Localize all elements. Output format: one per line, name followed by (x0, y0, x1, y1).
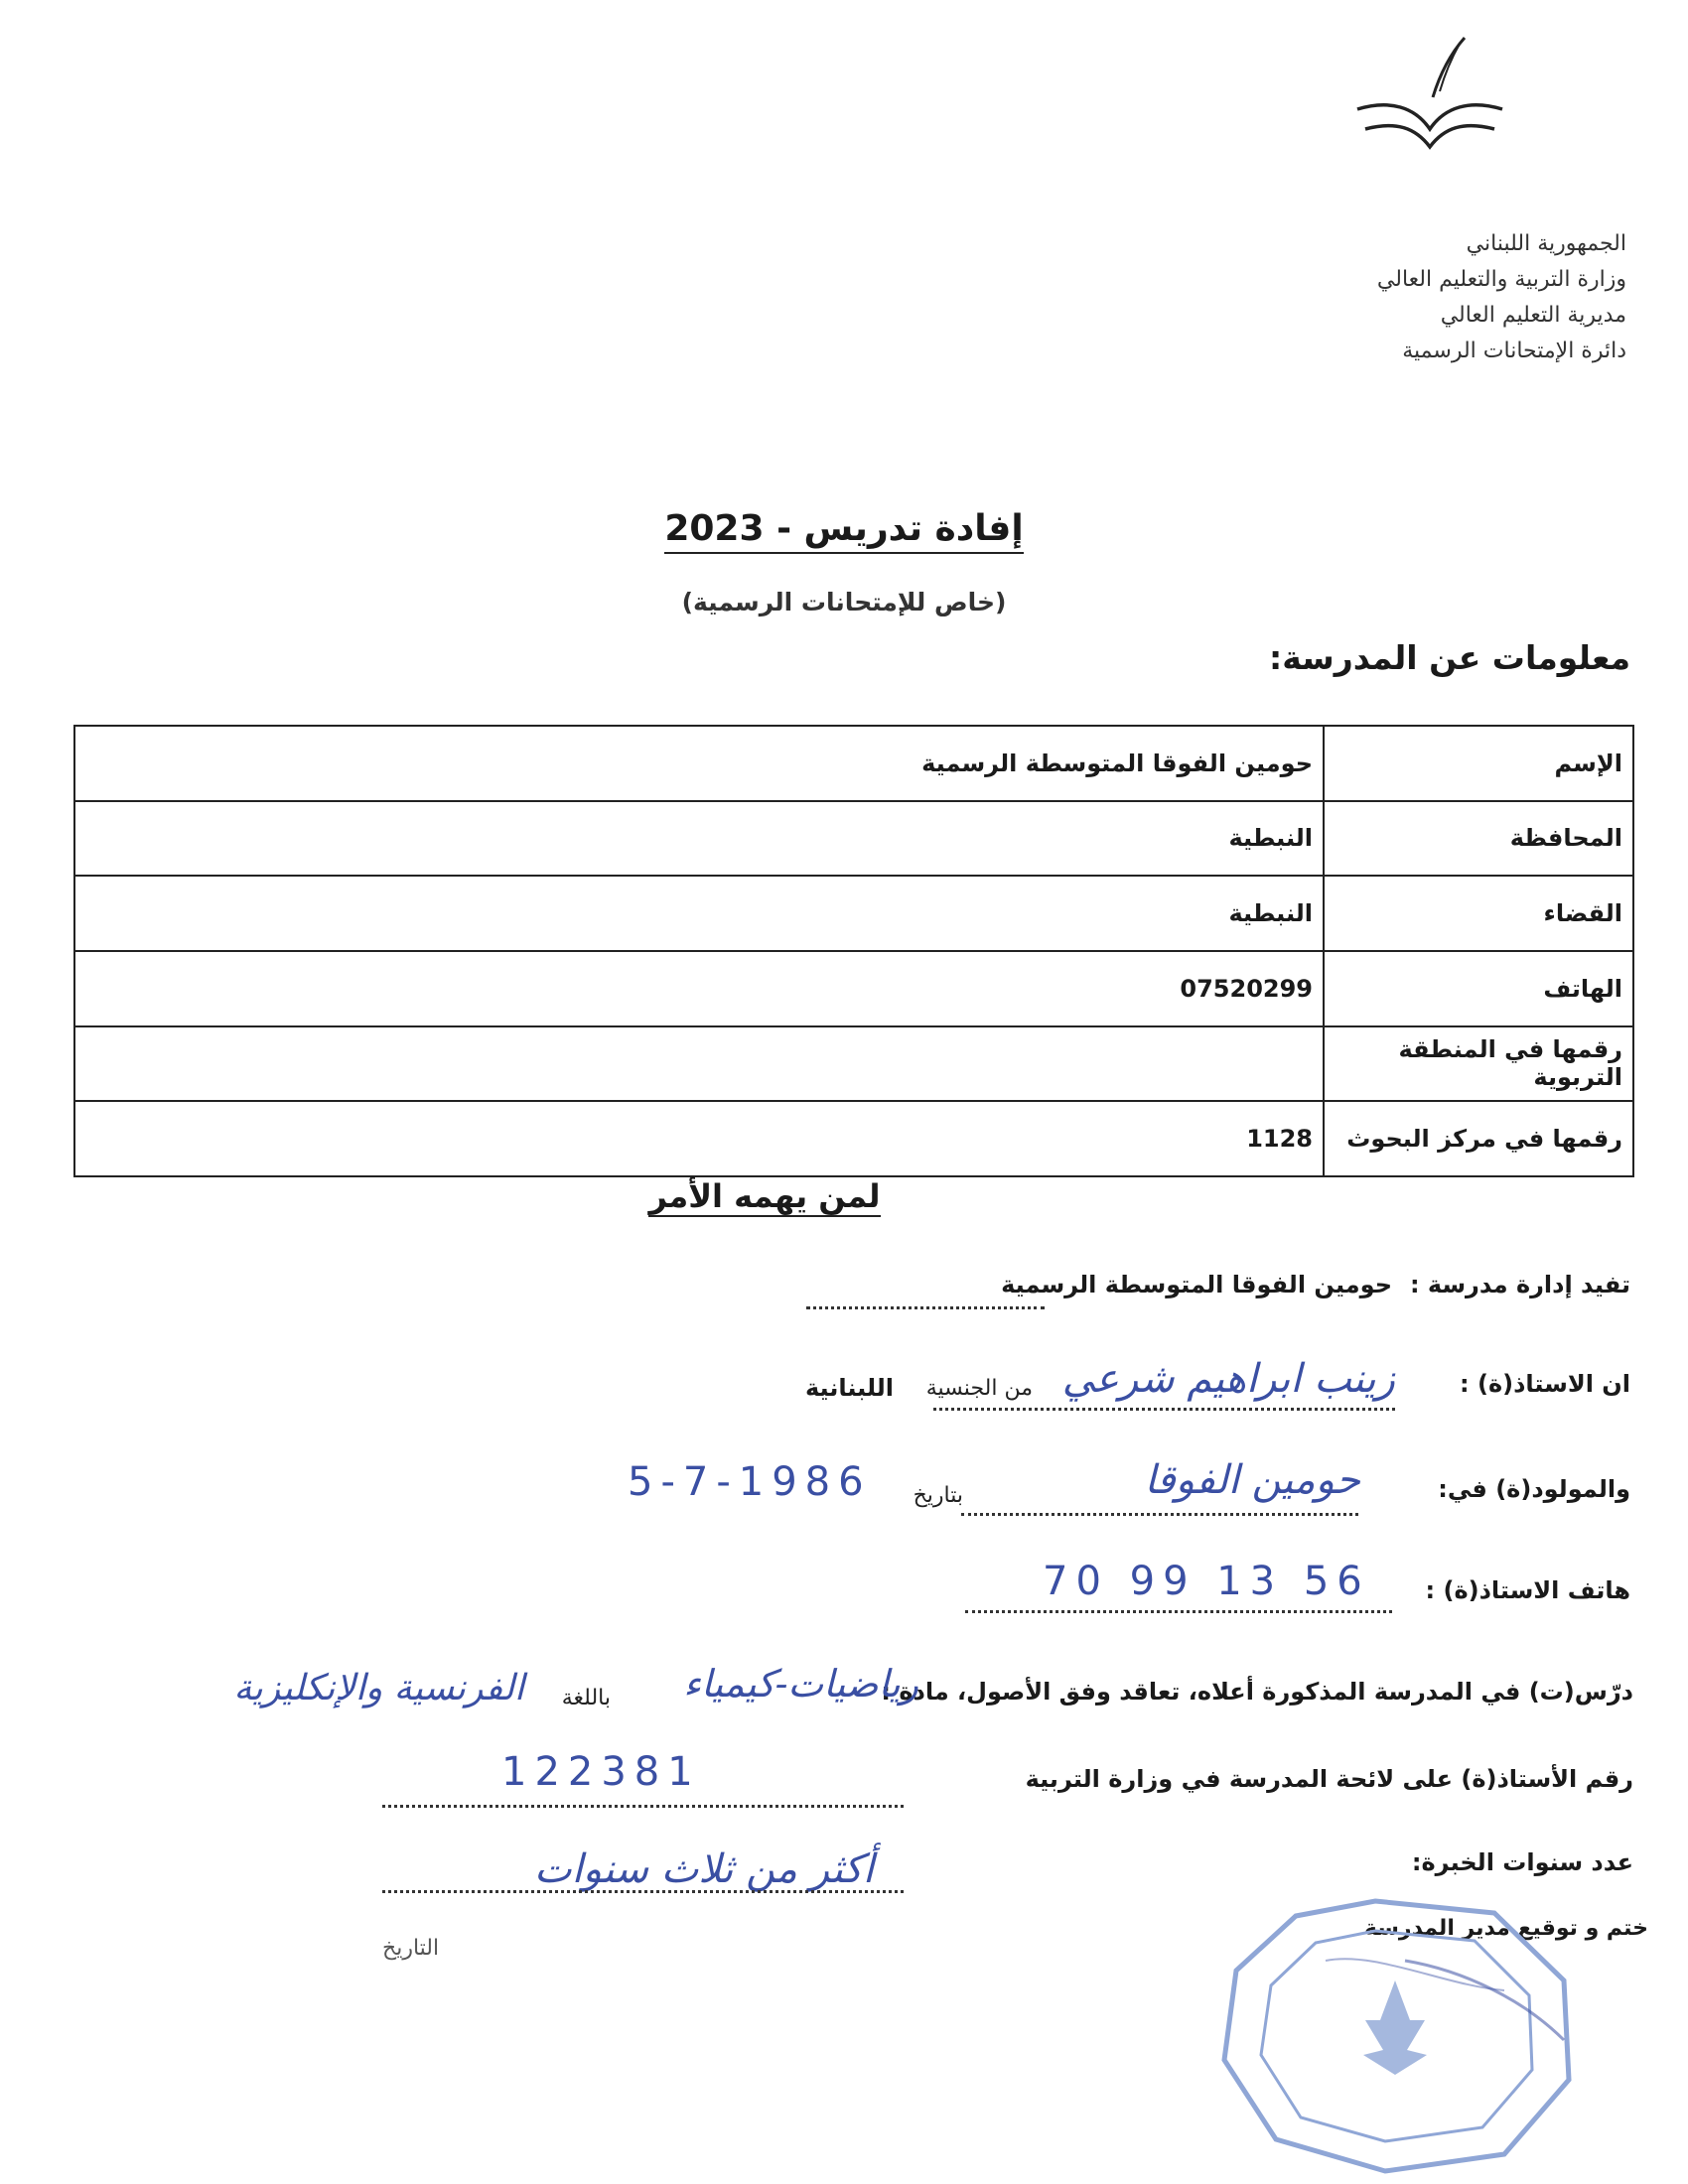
dotted-line (965, 1610, 1392, 1613)
teacher-phone-handwritten: 70 99 13 56 (1043, 1559, 1370, 1604)
signature-label: ختم و توقيع مدير المدرسة (1363, 1916, 1648, 1941)
dotted-line (806, 1306, 1045, 1309)
date-label: التاريخ (382, 1936, 440, 1961)
dotted-line (961, 1513, 1358, 1516)
experience-handwritten: أكثر من ثلاث سنوات (534, 1846, 874, 1892)
birthplace-label: والمولود(ة) في: (1438, 1475, 1630, 1503)
experience-label: عدد سنوات الخبرة: (1411, 1848, 1633, 1876)
nationality-value: اللبنانية (804, 1374, 894, 1402)
research-center-number-label: رقمها في مركز البحوث (1324, 1101, 1633, 1176)
table-row (74, 1101, 1633, 1176)
district-value: النبطية (74, 876, 1324, 951)
header-republic: الجمهورية اللبناني (1466, 231, 1626, 256)
teacher-label: ان الاستاذ(ة) : (1460, 1370, 1630, 1398)
teacher-name-handwritten: زينب ابراهيم شرعي (1061, 1356, 1395, 1402)
dotted-line (382, 1805, 904, 1808)
school-line-value: حومين الفوقا المتوسطة الرسمية (1001, 1271, 1392, 1298)
phone-label: الهاتف (1324, 951, 1633, 1026)
dotted-line (382, 1890, 904, 1893)
district-label: القضاء (1324, 876, 1633, 951)
table-row (74, 951, 1633, 1026)
governorate-label: المحافظة (1324, 801, 1633, 877)
table-row (74, 1026, 1633, 1102)
table-row (74, 801, 1633, 877)
birthdate-handwritten: 5-7-1986 (628, 1459, 872, 1505)
document-subtitle: (خاص للإمتحانات الرسمية) (681, 588, 1007, 616)
header-ministry: وزارة التربية والتعليم العالي (1376, 267, 1626, 292)
header-directorate: مديرية التعليم العالي (1440, 303, 1626, 328)
table-row (74, 876, 1633, 951)
dotted-line (933, 1408, 1395, 1411)
school-info-table (73, 725, 1634, 1177)
school-name-value: حومين الفوقا المتوسطة الرسمية (74, 726, 1324, 801)
document-title: إفادة تدريس - 2023 (0, 508, 1688, 549)
language-handwritten: الفرنسية والإنكليزية (233, 1668, 524, 1708)
birthplace-handwritten: حومين الفوقا (1144, 1457, 1360, 1503)
teacher-number-label: رقم الأستاذ(ة) على لائحة المدرسة في وزارة التربية (1025, 1765, 1633, 1793)
school-info-heading: معلومات عن المدرسة: (1269, 638, 1630, 677)
birthdate-label: بتاريخ (913, 1483, 963, 1508)
nationality-label: من الجنسية (925, 1376, 1033, 1401)
school-line-label: تفيد إدارة مدرسة : (1409, 1271, 1630, 1298)
ministry-logo (1355, 30, 1504, 169)
teacher-phone-label: هاتف الاستاذ(ة) : (1425, 1576, 1630, 1604)
table-row (74, 726, 1633, 801)
school-stamp (1206, 1891, 1604, 2179)
header-department: دائرة الإمتحانات الرسمية (1402, 339, 1626, 363)
subject-handwritten: رياضيات-كيمياء (683, 1662, 918, 1706)
research-center-number-value: 1128 (74, 1101, 1324, 1176)
school-name-label: الإسم (1324, 726, 1633, 801)
region-number-value (74, 1026, 1324, 1102)
region-number-label: رقمها في المنطقة التربوية (1324, 1026, 1633, 1102)
language-label: باللغة (561, 1686, 611, 1710)
concern-heading: لمن يهمه الأمر (648, 1177, 881, 1215)
phone-value: 07520299 (74, 951, 1324, 1026)
taught-label: درّس(ت) في المدرسة المذكورة أعلاه، تعاقد وفق الأصول، مادة : (881, 1678, 1633, 1706)
teacher-number-handwritten: 122381 (501, 1749, 701, 1795)
governorate-value: النبطية (74, 801, 1324, 877)
